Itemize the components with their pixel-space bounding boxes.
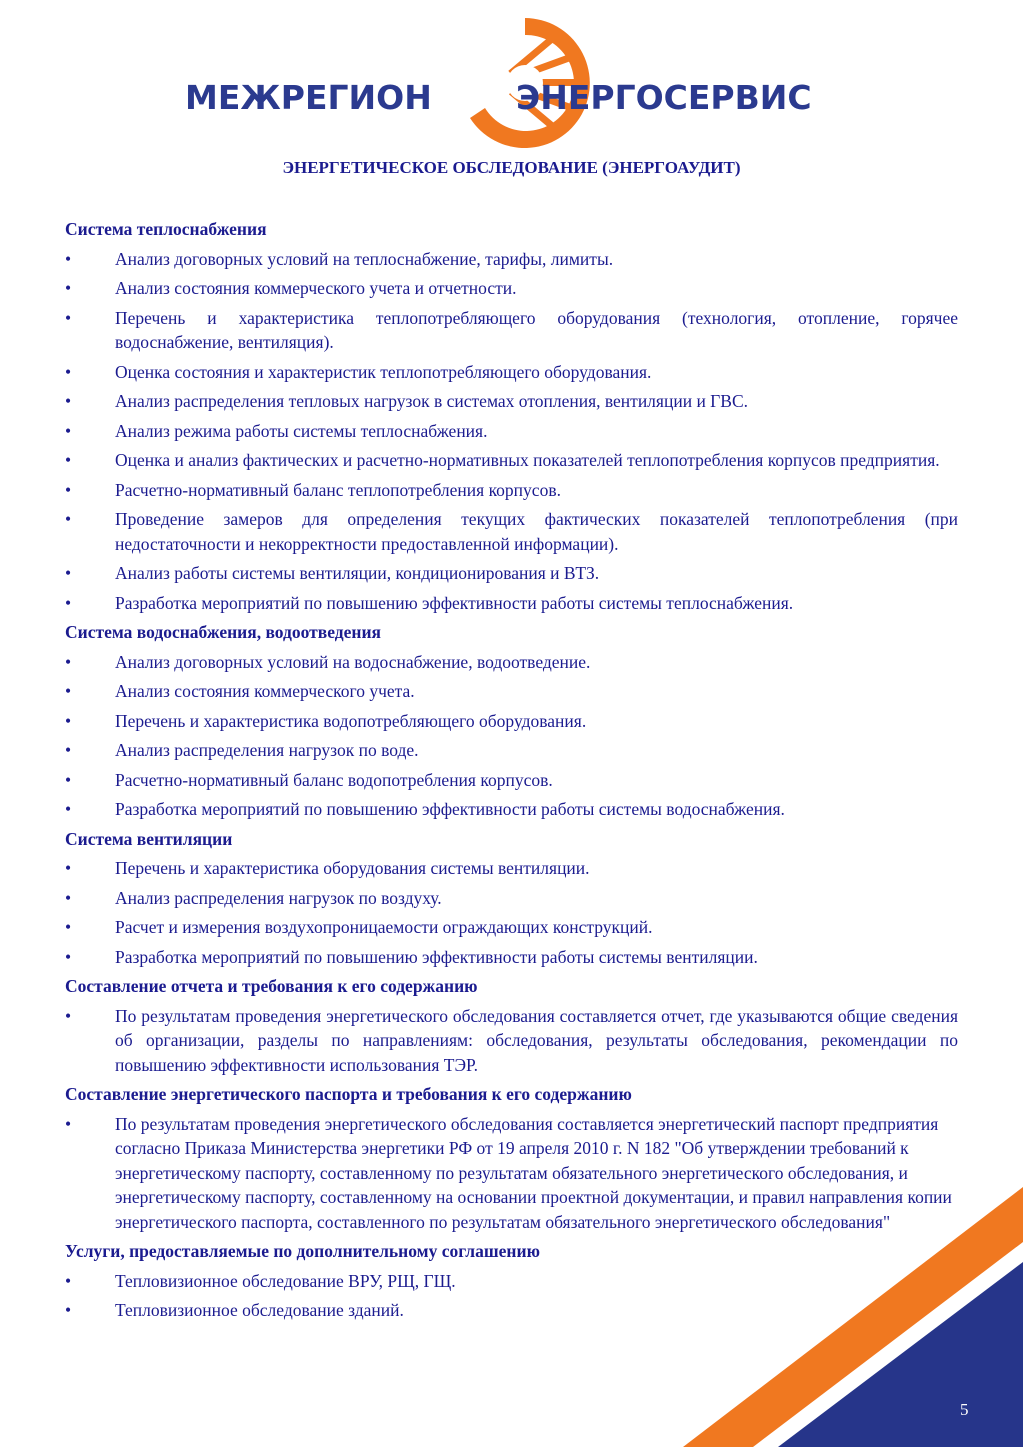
list-item: • Оценка состояния и характеристик теплопотребляющего оборудования.: [65, 360, 958, 385]
page-number: 5: [960, 1400, 969, 1419]
list-item: • Анализ режима работы системы теплоснабжения.: [65, 419, 958, 444]
section-ventilation: [65, 827, 958, 970]
list-item: • Разработка мероприятий по повышению эффективности работы системы теплоснабжения.: [65, 591, 958, 616]
list-item: • Анализ договорных условий на водоснабжение, водоотведение.: [65, 650, 958, 675]
section-title: Составление отчета и требования к его содержанию: [65, 976, 478, 996]
section-title: Система водоснабжения, водоотведения: [65, 622, 382, 642]
list-item: • Перечень и характеристика теплопотребляющего оборудования (технология, отопление, горячее водоснабжение, вентиляция).: [65, 306, 958, 355]
list-item: • Разработка мероприятий по повышению эффективности работы системы водоснабжения.: [65, 797, 958, 822]
list-item: • Проведение замеров для определения текущих фактических показателей теплопотребления (при недостаточности и некорректности предоставленной информации).: [65, 507, 958, 556]
section-title: Система теплоснабжения: [65, 219, 267, 239]
list-item: • Тепловизионное обследование зданий.: [65, 1298, 958, 1323]
list-item: • Анализ договорных условий на теплоснабжение, тарифы, лимиты.: [65, 247, 958, 272]
list-item: • По результатам проведения энергетического обследования составляется отчет, где указываются общие сведения об организации, разделы по направлениям: обследования, результаты обследования, рекомендации по повышению эффективности использования ТЭР.: [65, 1004, 958, 1078]
list-item: • Анализ распределения нагрузок по воде.: [65, 738, 958, 763]
list-item: • Перечень и характеристика оборудования системы вентиляции.: [65, 856, 958, 881]
list-item: • Анализ работы системы вентиляции, кондиционирования и ВТЗ.: [65, 561, 958, 586]
section-title: Система вентиляции: [65, 828, 233, 849]
section-title: Составление энергетического паспорта и требования к его содержанию: [65, 1084, 632, 1104]
logo-text-left: МЕЖРЕГИОН: [185, 78, 432, 117]
list-item: • Анализ состояния коммерческого учета.: [65, 679, 958, 704]
list-item: • Анализ распределения тепловых нагрузок в системах отопления, вентиляции и ГВС.: [65, 389, 958, 414]
list-item: • Перечень и характеристика водопотребляющего оборудования.: [65, 709, 958, 734]
list-item: • Тепловизионное обследование ВРУ, РЩ, ГЩ.: [65, 1269, 958, 1294]
section-water-supply: [65, 620, 958, 822]
list-item: • Анализ состояния коммерческого учета и отчетности.: [65, 276, 958, 301]
list-item: • Расчетно-нормативный баланс водопотребления корпусов.: [65, 768, 958, 793]
section-report: [65, 974, 958, 1077]
list-item: • Анализ распределения нагрузок по воздуху.: [65, 886, 958, 911]
section-title: Услуги, предоставляемые по дополнительному соглашению: [65, 1241, 540, 1261]
list-item: • Расчетно-нормативный баланс теплопотребления корпусов.: [65, 478, 958, 503]
document-title: ЭНЕРГЕТИЧЕСКОЕ ОБСЛЕДОВАНИЕ (ЭНЕРГОАУДИТ): [282, 158, 741, 177]
company-logo: [180, 8, 860, 158]
section-heat-supply: [65, 217, 958, 615]
list-item: • Оценка и анализ фактических и расчетно-нормативных показателей теплопотребления корпусов предприятия.: [65, 448, 958, 473]
document-body: [65, 217, 958, 1328]
list-item: • По результатам проведения энергетического обследования составляется энергетический паспорт предприятия согласно Приказа Министерства энергетики РФ от 19 апреля 2010 г. N 182 "Об утверждении требований к энергетическому паспорту, составленному по результатам обязательного энергетического обследования, и энергетическому паспорту, составленному на основании проектной документации, и правил направления копии энергетического паспорта, составленного по результатам обязательного энергетического обследования": [65, 1112, 958, 1235]
list-item: • Расчет и измерения воздухопроницаемости ограждающих конструкций.: [65, 915, 958, 940]
logo-text-right: ЭНЕРГОСЕРВИС: [516, 78, 812, 117]
list-item: • Разработка мероприятий по повышению эффективности работы системы вентиляции.: [65, 945, 958, 970]
